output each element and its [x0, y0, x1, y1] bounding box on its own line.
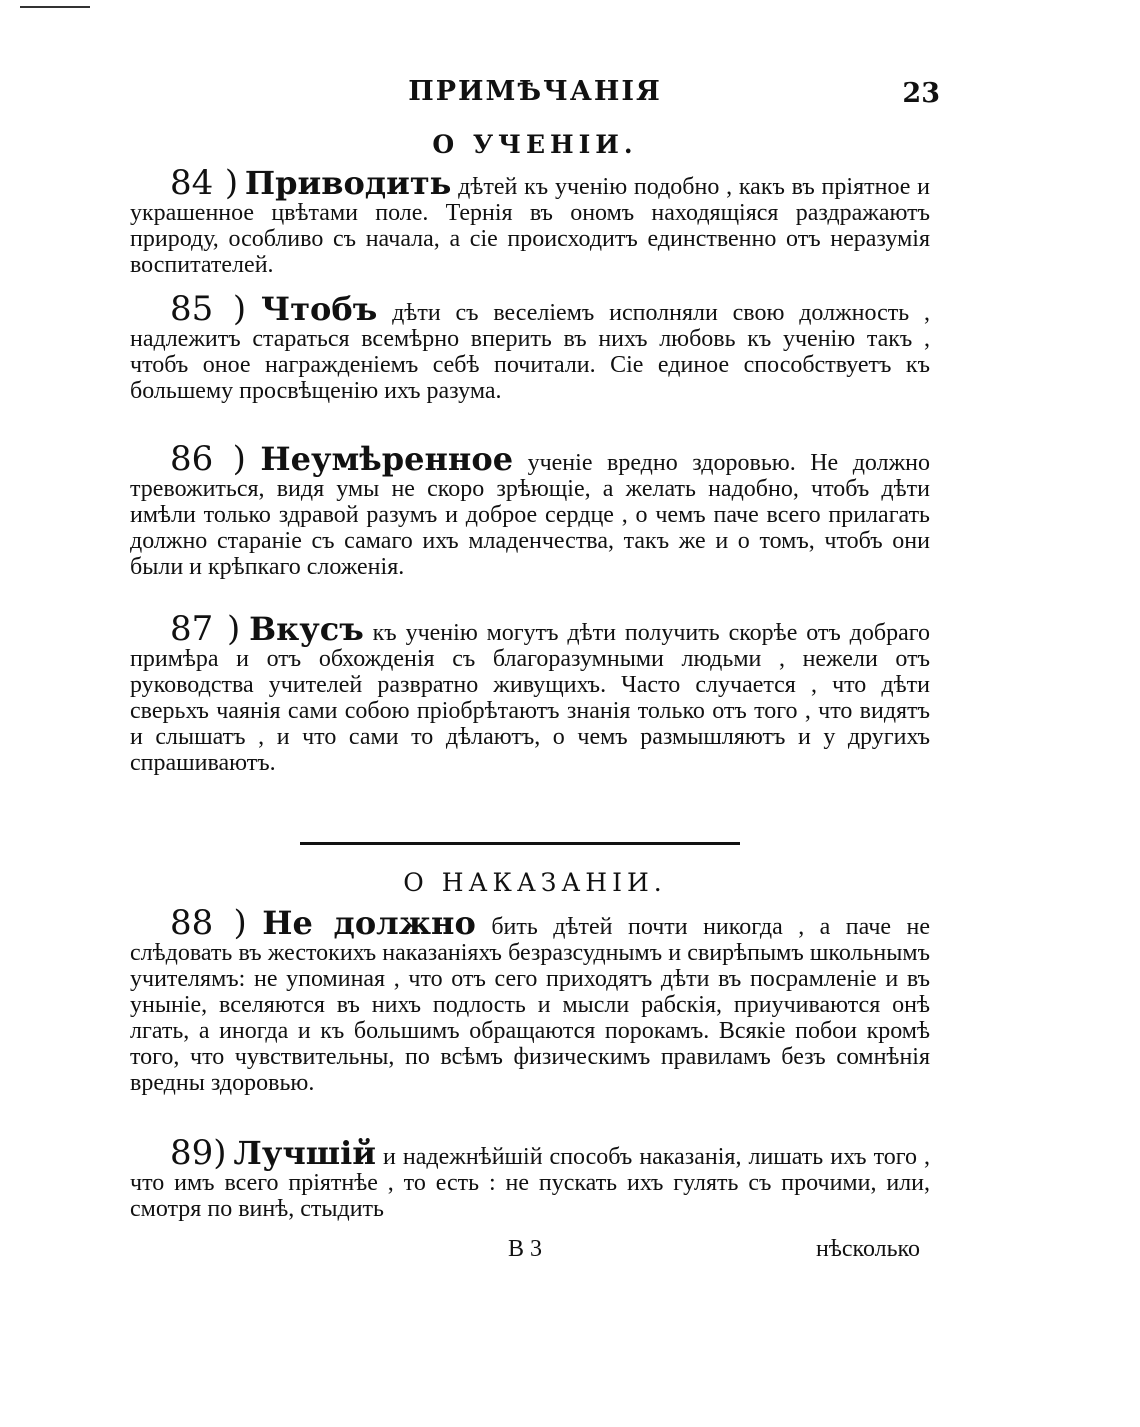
paragraph-86: [130, 439, 931, 580]
paragraph-lead-word: Неумѣренное: [260, 440, 514, 478]
paragraph-text: дѣтей къ ученію подобно , какъ въ пріятное и украшенное цвѣтами поле. Тернія въ ономъ находящіяся раздражаютъ природу, особливо съ начала, а сіе происходитъ единственно отъ неразумія воспитателей.: [130, 174, 930, 278]
paragraph-88: [130, 903, 931, 1096]
paragraph-text: къ ученію могутъ дѣти получить скорѣе отъ добраго примѣра и отъ обхожденія съ благоразумными людьми , нежели отъ руководства учителей развратно живущихъ. Часто случается , что дѣти сверьхъ чаянія сами собою пріобрѣтаютъ знанія только отъ того , что видятъ и слышатъ , и что сами то дѣлаютъ, о чемъ размышляютъ и у другихъ спрашиваютъ.: [130, 620, 931, 776]
paragraph-number: 89): [170, 1133, 227, 1173]
paragraph-number: 88 ): [170, 903, 247, 943]
section-title-punishment: О НАКАЗАНІИ.: [403, 868, 667, 897]
section-divider: [300, 842, 740, 845]
catchword: нѣсколько: [815, 1236, 920, 1262]
paragraph-number: 87 ): [170, 609, 241, 649]
paragraph-text: бить дѣтей почти никогда , а паче не слѣдовать въ жестокихъ наказаніяхъ безразсуднымъ и свирѣпымъ школьнымъ учителямъ: не упоминая , что отъ сего приходятъ дѣти въ посрамленіе и въ уныніе, вселяются въ нихъ подлость и мысли рабскія, приучиваются онѣ лгать, а иногда и къ большимъ обращаются порокамъ. Всякіе побои кромѣ того, что чувствительны, по всѣмъ физическимъ правиламъ безъ сомнѣнія вредны здоровью.: [130, 914, 931, 1096]
signature-mark: В 3: [508, 1236, 543, 1262]
paragraph-text: и надежнѣйшій способъ наказанія, лишать ихъ того , что имъ всего пріятнѣе , то есть : не пускать ихъ гулять съ прочими, или, смотря по винѣ, стыдить: [130, 1144, 931, 1222]
paragraph-text: ученіе вредно здоровью. Не должно тревожиться, видя умы не скоро зрѣющіе, а желать надобно, чтобъ дѣти имѣли только здравой разумъ и доброе сердце , о чемъ паче всего прилагать должно стараніе съ самаго ихъ младенчества, такъ же и о томъ, чтобъ они были и крѣпкаго сложенія.: [130, 450, 931, 580]
paragraph-lead-word: Чтобъ: [260, 290, 378, 328]
scan-mark: [20, 6, 90, 8]
paragraph-lead-word: Лучшій: [233, 1134, 377, 1172]
page-number: 23: [902, 78, 940, 109]
section-title-learning: О УЧЕНІИ.: [432, 130, 638, 159]
paragraph-89: [130, 1133, 931, 1222]
paragraph-lead-word: Не должно: [262, 904, 476, 942]
paragraph-85: [130, 289, 931, 404]
paragraph-number: 86 ): [170, 439, 246, 479]
page-header: [130, 70, 940, 120]
paragraph-87: [130, 609, 931, 776]
running-title: ПРИМѢЧАНІЯ: [408, 76, 662, 107]
paragraph-84: [130, 163, 930, 278]
paragraph-lead-word: Вкусъ: [249, 610, 364, 648]
paragraph-lead-word: Приводить: [244, 164, 452, 202]
paragraph-text: дѣти съ веселіемъ исполняли свою должность , надлежитъ стараться всемѣрно вперить въ нихъ любовь къ ученію такъ , чтобъ оное награжденіемъ себѣ почитали. Сіе единое способствуетъ къ большему просвѣщенію ихъ разума.: [130, 300, 931, 404]
paragraph-number: 85 ): [170, 289, 247, 329]
page-footer: [130, 1236, 930, 1266]
paragraph-number: 84 ): [170, 163, 239, 203]
